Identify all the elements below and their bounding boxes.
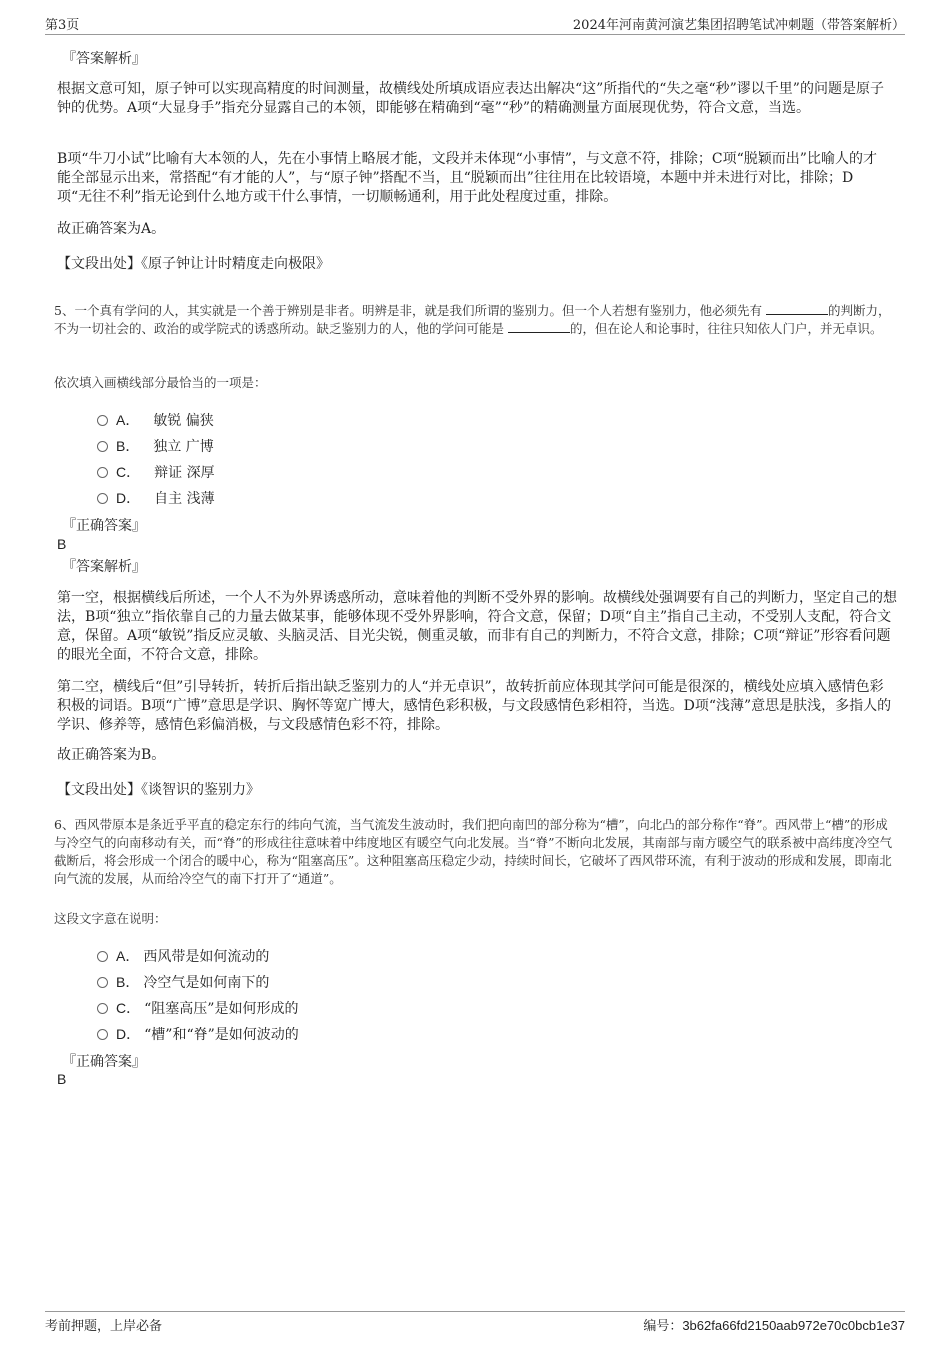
radio-icon[interactable] — [97, 1003, 108, 1014]
footer-slogan: 考前押题，上岸必备 — [45, 1319, 163, 1334]
page-header — [45, 12, 905, 35]
option-letter: A． — [116, 412, 140, 428]
q5-answer: B — [57, 536, 67, 552]
option-text: 自主 浅薄 — [154, 491, 215, 507]
option-text: 冷空气是如何南下的 — [143, 975, 270, 991]
option-letter: C． — [116, 1000, 141, 1016]
q4-analysis-para1: 根据文意可知，原子钟可以实现高精度的时间测量，故横线处所填成语应表达出解决“这”所指代的“失之毫“秒”谬以千里”的问题是原子钟的优势。A项“大显身手”指充分显露自己的本领，即能够在精确到“毫”“秒”的精确测量方面展现优势，符合文意，当选。 — [57, 81, 884, 116]
radio-icon[interactable] — [97, 493, 108, 504]
q5-analysis-para1: 第一空，根据横线后所述，一个人不为外界诱惑所动，意味着他的判断不受外界的影响。故横线处强调要有自己的判断力，坚定自己的想法，B项“独立”指依靠自己的力量去做某事，能够体现不受外界影响，符合文意，保留；D项“自主”指自己主动，不受别人支配，符合文意，保留。A项“敏锐”指反应灵敏、头脑灵活、目光尖锐，侧重灵敏，而非有自己的判断力，不符合文意，排除；C项“辩证”形容看问题的眼光全面，不符合文意，排除。 — [57, 590, 897, 663]
q5-blank-1 — [766, 302, 828, 315]
radio-icon[interactable] — [97, 467, 108, 478]
option-text: 独立 广博 — [153, 439, 214, 455]
q6-option-b[interactable] — [97, 972, 269, 992]
option-letter: A． — [116, 948, 140, 964]
q6-option-a[interactable] — [97, 946, 269, 966]
q5-option-c[interactable] — [97, 462, 215, 482]
q5-conclusion: 故正确答案为B。 — [57, 747, 166, 763]
q5-answer-label: 『正确答案』 — [62, 518, 146, 534]
q4-source: 【文段出处】《原子钟让计时精度走向极限》 — [57, 256, 330, 272]
q4-conclusion: 故正确答案为A。 — [57, 221, 166, 237]
q6-stem: 6、西风带原本是条近乎平直的稳定东行的纬向气流，当气流发生波动时，我们把向南凹的部分称为“槽”，向北凸的部分称作“脊”。西风带上“槽”的形成与冷空气的向南移动有关，而“脊”的形成往往意味着中纬度地区有暖空气向北发展。当“脊”不断向北发展，其南部与南方暖空气的联系被中高纬度冷空气截断后，将会形成一个闭合的暖中心，称为“阻塞高压”。这种阻塞高压稳定少动，持续时间长，它破坏了西风带环流，有利于波动的形成和发展，即南北向气流的发展，从而给冷空气的南下打开了“通道”。 — [54, 817, 893, 886]
option-letter: C． — [116, 464, 141, 480]
document-title: 2024年河南黄河演艺集团招聘笔试冲刺题（带答案解析） — [572, 18, 905, 33]
q6-answer-label: 『正确答案』 — [62, 1054, 146, 1070]
option-text: 辩证 深厚 — [154, 465, 215, 481]
q4-analysis-para2: B项“牛刀小试”比喻有大本领的人，先在小事情上略展才能，文段并未体现“小事情”，与文意不符，排除；C项“脱颖而出”比喻人的才能全部显示出来，常搭配“有才能的人”，与“原子钟”搭配不当，且“脱颖而出”往往用在比较语境，本题中并未进行对比，排除；D项“无往不利”指无论到什么地方或干什么事情，一切顺畅通利，用于此处程度过重，排除。 — [57, 151, 877, 205]
q5-stem-part1: 5、一个真有学问的人，其实就是一个善于辨别是非者。明辨是非，就是我们所谓的鉴别力。但一个人若想有鉴别力，他必须先有 — [54, 303, 766, 318]
q5-prompt: 依次填入画横线部分最恰当的一项是： — [54, 375, 267, 390]
q6-option-c[interactable] — [97, 998, 298, 1018]
option-text: 西风带是如何流动的 — [143, 949, 270, 965]
radio-icon[interactable] — [97, 951, 108, 962]
option-text: “槽”和“脊”是如何波动的 — [144, 1027, 299, 1043]
option-text: 敏锐 偏狭 — [153, 413, 214, 429]
q6-prompt: 这段文字意在说明： — [54, 911, 167, 926]
q4-analysis-label: 『答案解析』 — [62, 51, 146, 67]
q6-answer: B — [57, 1071, 67, 1087]
document-id: 编号：3b62fa66fd2150aab972e70c0bcb1e37 — [643, 1318, 905, 1333]
q6-option-d[interactable] — [97, 1024, 299, 1044]
q5-stem-part3: 的，但在论人和论事时，往往只知依人门户，并无卓识。 — [569, 321, 883, 336]
q5-stem — [54, 302, 894, 338]
option-letter: B． — [116, 974, 140, 990]
q5-option-b[interactable] — [97, 436, 214, 456]
option-letter: D． — [116, 490, 141, 506]
q5-option-d[interactable] — [97, 488, 215, 508]
page-footer — [45, 1311, 905, 1334]
option-letter: D． — [116, 1026, 141, 1042]
page-number: 第3页 — [45, 18, 80, 33]
q5-option-a[interactable] — [97, 410, 214, 430]
q5-stem-part2: 的判断力，不为一切社会的、政治的或学院式的诱惑所动。缺乏鉴别力的人，他的学问可能是 — [54, 303, 891, 336]
option-letter: B． — [116, 438, 140, 454]
radio-icon[interactable] — [97, 977, 108, 988]
q5-analysis-para2: 第二空，横线后“但”引导转折，转折后指出缺乏鉴别力的人“并无卓识”，故转折前应体现其学问可能是很深的，横线处应填入感情色彩积极的词语。B项“广博”意思是学识、胸怀等宽广博大，感情色彩积极，与文段感情色彩相符，当选。D项“浅薄”意思是肤浅，多指人的学识、修养等，感情色彩偏消极，与文段感情色彩不符，排除。 — [57, 679, 892, 733]
q5-analysis-label: 『答案解析』 — [62, 559, 146, 575]
radio-icon[interactable] — [97, 1029, 108, 1040]
radio-icon[interactable] — [97, 415, 108, 426]
q5-blank-2 — [508, 320, 570, 333]
radio-icon[interactable] — [97, 441, 108, 452]
q5-source: 【文段出处】《谈智识的鉴别力》 — [57, 782, 260, 798]
option-text: “阻塞高压”是如何形成的 — [144, 1001, 299, 1017]
